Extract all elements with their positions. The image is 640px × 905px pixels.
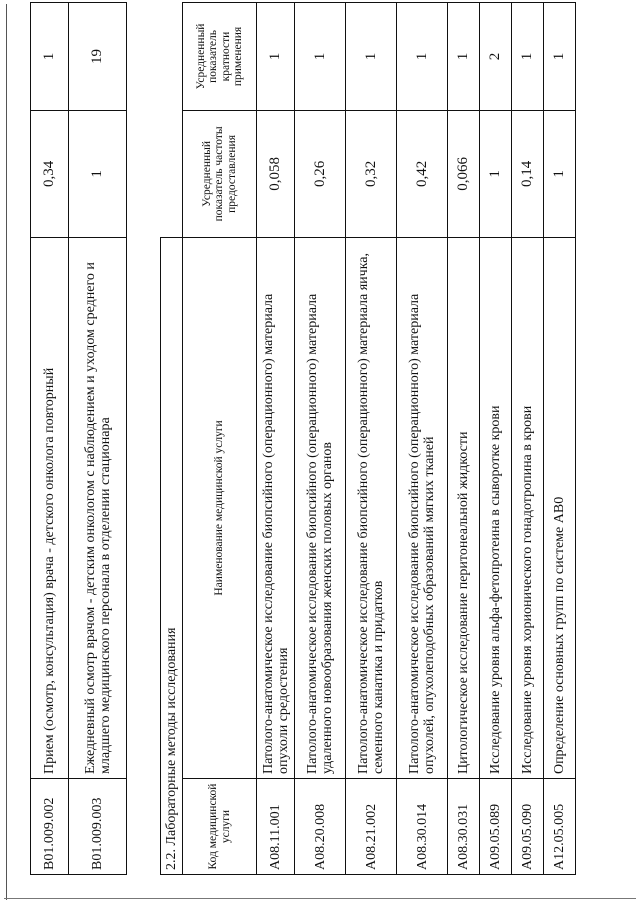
frequency-value: 0,058 xyxy=(257,110,295,237)
empty-cell xyxy=(161,3,183,111)
service-name: Патолого-анатомическое исследование биопсийного (операционного) материала опухолей, опухолеподобных образований мягких тканей xyxy=(397,237,448,778)
multiplicity-value: 1 xyxy=(257,3,295,111)
table-row xyxy=(480,3,512,875)
multiplicity-value: 1 xyxy=(448,3,480,111)
table-row xyxy=(257,3,295,875)
header-name: Наименование медицинской услуги xyxy=(183,237,257,778)
service-name: Исследование уровня хорионического гонадотропина в крови xyxy=(512,237,544,778)
section-title: 2.2. Лабораторные методы исследования xyxy=(161,237,183,874)
multiplicity-value: 1 xyxy=(512,3,544,111)
frequency-value: 1 xyxy=(69,110,127,237)
service-name: Патолого-анатомическое исследование биопсийного (операционного) материала удаленного новообразования женских половых органов xyxy=(295,237,346,778)
frequency-value: 0,26 xyxy=(295,110,346,237)
service-name: Цитологическое исследование перитонеальной жидкости xyxy=(448,237,480,778)
header-frequency: Усредненный показатель частоты предоставления xyxy=(183,110,257,237)
table-row xyxy=(31,3,69,875)
table-row xyxy=(346,3,397,875)
frequency-value: 1 xyxy=(544,110,576,237)
service-code: B01.009.003 xyxy=(69,779,127,875)
frequency-value: 0,34 xyxy=(31,110,69,237)
service-name: Патолого-анатомическое исследование биопсийного (операционного) материала опухоли средостения xyxy=(257,237,295,778)
services-table-continued xyxy=(30,2,127,875)
laboratory-methods-table xyxy=(160,2,576,875)
header-multiplicity: Усредненный показатель кратности применения xyxy=(183,3,257,111)
table-row xyxy=(295,3,346,875)
service-code: A08.21.002 xyxy=(346,779,397,875)
multiplicity-value: 2 xyxy=(480,3,512,111)
header-row xyxy=(183,3,257,875)
service-code: B01.009.002 xyxy=(31,779,69,875)
empty-cell xyxy=(161,110,183,237)
frequency-value: 0,14 xyxy=(512,110,544,237)
frequency-value: 0,066 xyxy=(448,110,480,237)
table-row xyxy=(512,3,544,875)
frequency-value: 0,32 xyxy=(346,110,397,237)
service-name: Определение основных групп по системе AB0 xyxy=(544,237,576,778)
service-name: Патолого-анатомическое исследование биопсийного (операционного) материала яичка, семенного канатика и придатков xyxy=(346,237,397,778)
multiplicity-value: 19 xyxy=(69,3,127,111)
service-name: Ежедневный осмотр врачом - детским онкологом с наблюдением и уходом среднего и младшего медицинского персонала в отделении стационара xyxy=(69,237,127,778)
multiplicity-value: 1 xyxy=(397,3,448,111)
multiplicity-value: 1 xyxy=(295,3,346,111)
service-code: A08.30.014 xyxy=(397,779,448,875)
service-name: Прием (осмотр, консультация) врача - детского онколога повторный xyxy=(31,237,69,778)
service-code: A09.05.090 xyxy=(512,779,544,875)
section-title-row xyxy=(161,3,183,875)
table-row xyxy=(544,3,576,875)
multiplicity-value: 1 xyxy=(346,3,397,111)
service-code: A12.05.005 xyxy=(544,779,576,875)
multiplicity-value: 1 xyxy=(544,3,576,111)
service-code: A08.20.008 xyxy=(295,779,346,875)
service-code: A08.11.001 xyxy=(257,779,295,875)
table-row xyxy=(397,3,448,875)
service-code: A09.05.089 xyxy=(480,779,512,875)
service-name: Исследование уровня альфа-фетопротеина в сыворотке крови xyxy=(480,237,512,778)
multiplicity-value: 1 xyxy=(31,3,69,111)
header-code: Код медицинской услуги xyxy=(183,779,257,875)
table-row xyxy=(448,3,480,875)
table-row xyxy=(69,3,127,875)
frequency-value: 0,42 xyxy=(397,110,448,237)
service-code: A08.30.031 xyxy=(448,779,480,875)
frequency-value: 1 xyxy=(480,110,512,237)
